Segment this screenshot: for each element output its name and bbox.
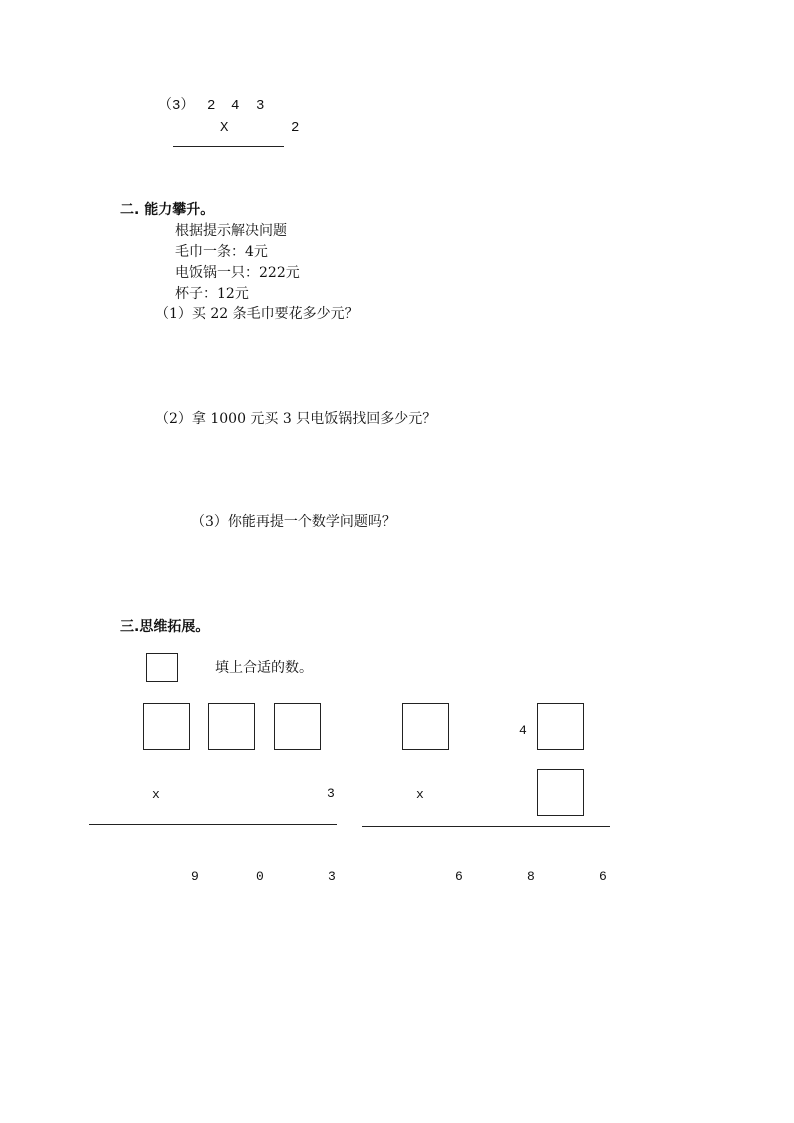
result-digit: 8 — [527, 869, 535, 884]
answer-box[interactable] — [143, 703, 190, 750]
result-digit: 6 — [455, 869, 463, 884]
vertical-multiplication-line — [362, 826, 610, 827]
result-digit: 6 — [599, 869, 607, 884]
question-2: （2）拿 1000 元买 3 只电饭锅找回多少元？ — [155, 411, 437, 427]
question-3: （3）你能再提一个数学问题吗？ — [191, 514, 396, 530]
multiplier-digit: 3 — [327, 786, 335, 801]
answer-box[interactable] — [537, 769, 584, 816]
known-digit: 4 — [519, 723, 527, 738]
vertical-multiplication-line — [173, 146, 284, 147]
times-sign: X — [220, 120, 229, 136]
result-digit: 9 — [191, 869, 199, 884]
price-towel: 毛巾一条：4元 — [175, 244, 268, 260]
section-3-heading: 三.思维拓展。 — [120, 619, 210, 635]
times-sign: x — [416, 787, 424, 802]
vertical-multiplication-line — [89, 824, 337, 825]
answer-box[interactable] — [208, 703, 255, 750]
multiplicand-digit: 2 — [207, 98, 216, 114]
section-3-instruction: 填上合适的数。 — [215, 660, 313, 676]
section-2-heading: 二. 能力攀升。 — [120, 202, 215, 218]
times-sign: x — [152, 787, 160, 802]
multiplicand-digit: 3 — [256, 98, 265, 114]
price-rice-cooker: 电饭锅一只：222元 — [175, 265, 300, 281]
multiplier-digit: 2 — [291, 120, 300, 136]
answer-box[interactable] — [402, 703, 449, 750]
answer-box[interactable] — [274, 703, 321, 750]
result-digit: 3 — [328, 869, 336, 884]
answer-box[interactable] — [537, 703, 584, 750]
price-cup: 杯子：12元 — [175, 286, 249, 302]
section-2-intro: 根据提示解决问题 — [175, 223, 287, 239]
problem-3-label: （3） — [158, 98, 195, 114]
example-answer-box — [146, 653, 178, 682]
result-digit: 0 — [256, 869, 264, 884]
question-1: （1）买 22 条毛巾要花多少元？ — [155, 306, 359, 322]
multiplicand-digit: 4 — [231, 98, 240, 114]
